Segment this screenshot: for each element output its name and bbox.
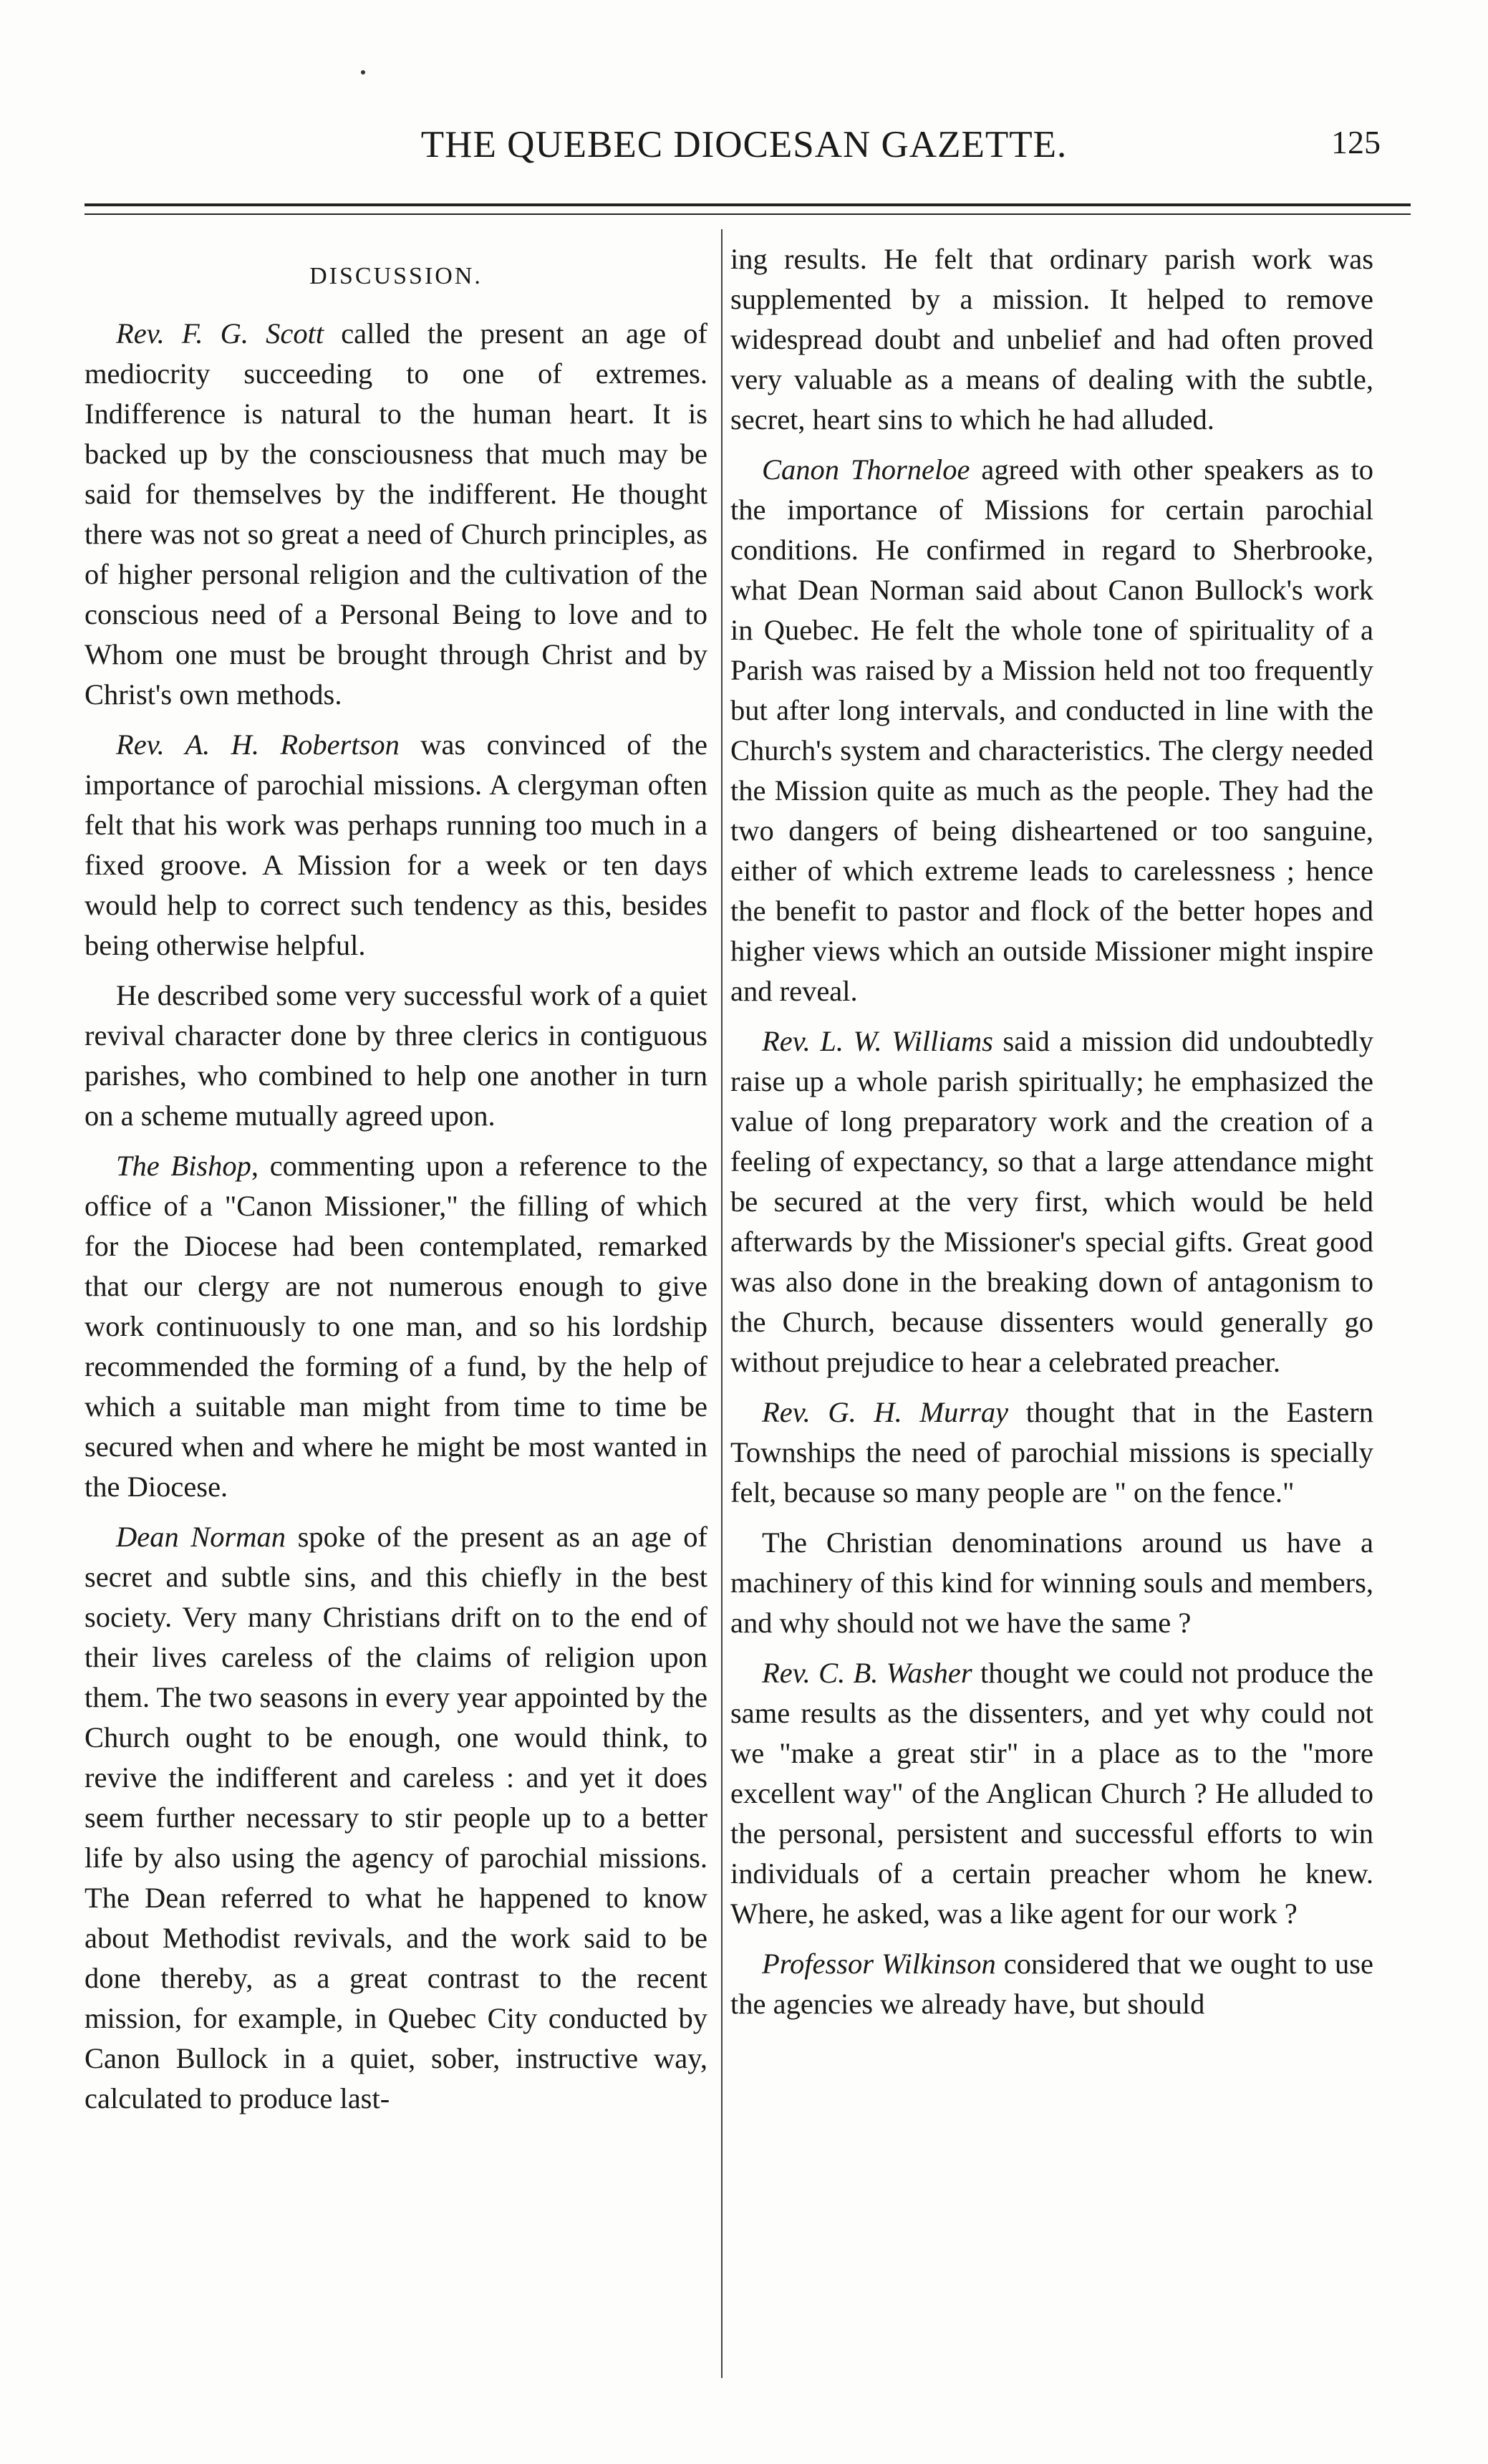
right-column [730, 239, 1373, 2034]
paragraph [730, 239, 1373, 440]
paragraph-text: agreed with other speakers as to the importance of Missions for certain parochial conditions. He confirmed in regard to Sherbrooke, what Dean Norman said about Canon Bullock's work in Quebec. He felt the whole tone of spirituality of a Parish was raised by a Mission held not too frequently but after long intervals, and conducted in line with the Church's system and characteristics. The clergy needed the Mission quite as much as the people. They had the two dangers of being disheartened or too sanguine, either of which extreme leads to carelessness ; hence the benefit to pastor and flock of the better hopes and higher views which an outside Missioner might inspire and reveal. [730, 453, 1373, 1007]
paragraph-text: spoke of the present as an age of secret and subtle sins, and this chiefly in the best society. Very many Christians drift on to the end of their lives careless of the claims of religion upon them. The two seasons in every year appointed by the Church ought to be enough, one would think, to revive the indifferent and careless : and yet it does seem further necessary to stir people up to a better life by also using the agency of parochial missions. The Dean referred to what he happened to know about Methodist revivals, and the work said to be done thereby, as a great contrast to the recent mission, for example, in Quebec City conducted by Canon Bullock in a quiet, sober, instructive way, calculated to produce last- [84, 1521, 707, 2114]
column-divider [721, 229, 723, 2378]
speaker-name: Rev. F. G. Scott [116, 317, 324, 350]
paragraph-text: considered that we ought to use the agencies we already have, but should [730, 1948, 1373, 2020]
page-number: 125 [1331, 124, 1381, 160]
speaker-name: Rev. L. W. Williams [762, 1025, 993, 1057]
paragraph [84, 1517, 707, 2119]
paragraph-text: thought we could not produce the same results as the dissenters, and yet why could not we "make a great stir" in a place as to the "more excellent way" of the Anglican Church ? He alluded to the personal, persistent and successful efforts to win individuals of a certain preacher whom he knew. Where, he asked, was a like agent for our work ? [730, 1657, 1373, 1930]
speaker-name: Rev. A. H. Robertson [116, 728, 400, 761]
speaker-name: The Bishop [116, 1150, 251, 1182]
paragraph [730, 1021, 1373, 1382]
paragraph-text: thought that in the Eastern Townships the need of parochial missions is specially felt, because so many people are " on the fence." [730, 1396, 1373, 1508]
paragraph [730, 1392, 1373, 1513]
paragraph-text: , commenting upon a reference to the office of a "Canon Missioner," the filling of which for the Diocese had been contemplated, remarked that our clergy are not numerous enough to give work continuously to one man, and so his lordship recommended the forming of a fund, by the help of which a suitable man might from time to time be secured when and where he might be most wanted in the Diocese. [84, 1150, 707, 1503]
paragraph-text: called the present an age of mediocrity succeeding to one of extremes. Indifference is natural to the human heart. It is backed up by the consciousness that much may be said for themselves by the indifferent. He thought there was not so great a need of Church principles, as of higher personal religion and the cultivation of the conscious need of a Personal Being to love and to Whom one must be brought through Christ and by Christ's own methods. [84, 317, 707, 711]
left-column [84, 239, 707, 2129]
page-header [0, 123, 1488, 173]
speaker-name: Professor Wilkinson [762, 1948, 996, 1980]
publication-title: THE QUEBEC DIOCESAN GAZETTE. [420, 124, 1068, 165]
paragraph [730, 450, 1373, 1011]
paragraph [84, 1146, 707, 1507]
paragraph-text: ing results. He felt that ordinary parish work was supplemented by a mission. It helped to remove widespread doubt and unbelief and had often proved very valuable as a means of dealing with the subtle, secret, heart sins to which he had alluded. [730, 243, 1373, 435]
paragraph-text: was convinced of the importance of parochial missions. A clergyman often felt that his work was perhaps running too much in a fixed groove. A Mission for a week or ten days would help to correct such tendency as this, besides being otherwise helpful. [84, 728, 707, 961]
speaker-name: Rev. G. H. Murray [762, 1396, 1009, 1428]
paragraph [730, 1653, 1373, 1934]
paragraph [84, 725, 707, 966]
paragraph [730, 1944, 1373, 2024]
header-rule-thin [84, 213, 1411, 215]
speaker-name: Canon Thorneloe [762, 453, 970, 486]
section-heading: DISCUSSION. [309, 263, 483, 289]
speaker-name: Rev. C. B. Washer [762, 1657, 972, 1689]
speaker-name: Dean Norman [116, 1521, 286, 1553]
paragraph-text: He described some very successful work of a quiet revival character done by three clerics in contiguous parishes, who combined to help one another in turn on a scheme mutually agreed upon. [84, 979, 707, 1132]
paragraph-text: The Christian denominations around us have a machinery of this kind for winning souls and members, and why should not we have the same ? [730, 1526, 1373, 1639]
paragraph-text: said a mission did undoubtedly raise up a whole parish spiritually; he emphasized the value of long preparatory work and the creation of a feeling of expectancy, so that a large attendance might be secured at the very first, which would be held afterwards by the Missioner's special gifts. Great good was also done in the breaking down of antagonism to the Church, because dissenters would generally go without prejudice to hear a celebrated preacher. [730, 1025, 1374, 1378]
paragraph [84, 976, 707, 1136]
header-rule-thick [84, 203, 1411, 206]
paragraph [730, 1523, 1373, 1643]
stray-dot [361, 70, 365, 74]
paragraph [84, 314, 707, 715]
